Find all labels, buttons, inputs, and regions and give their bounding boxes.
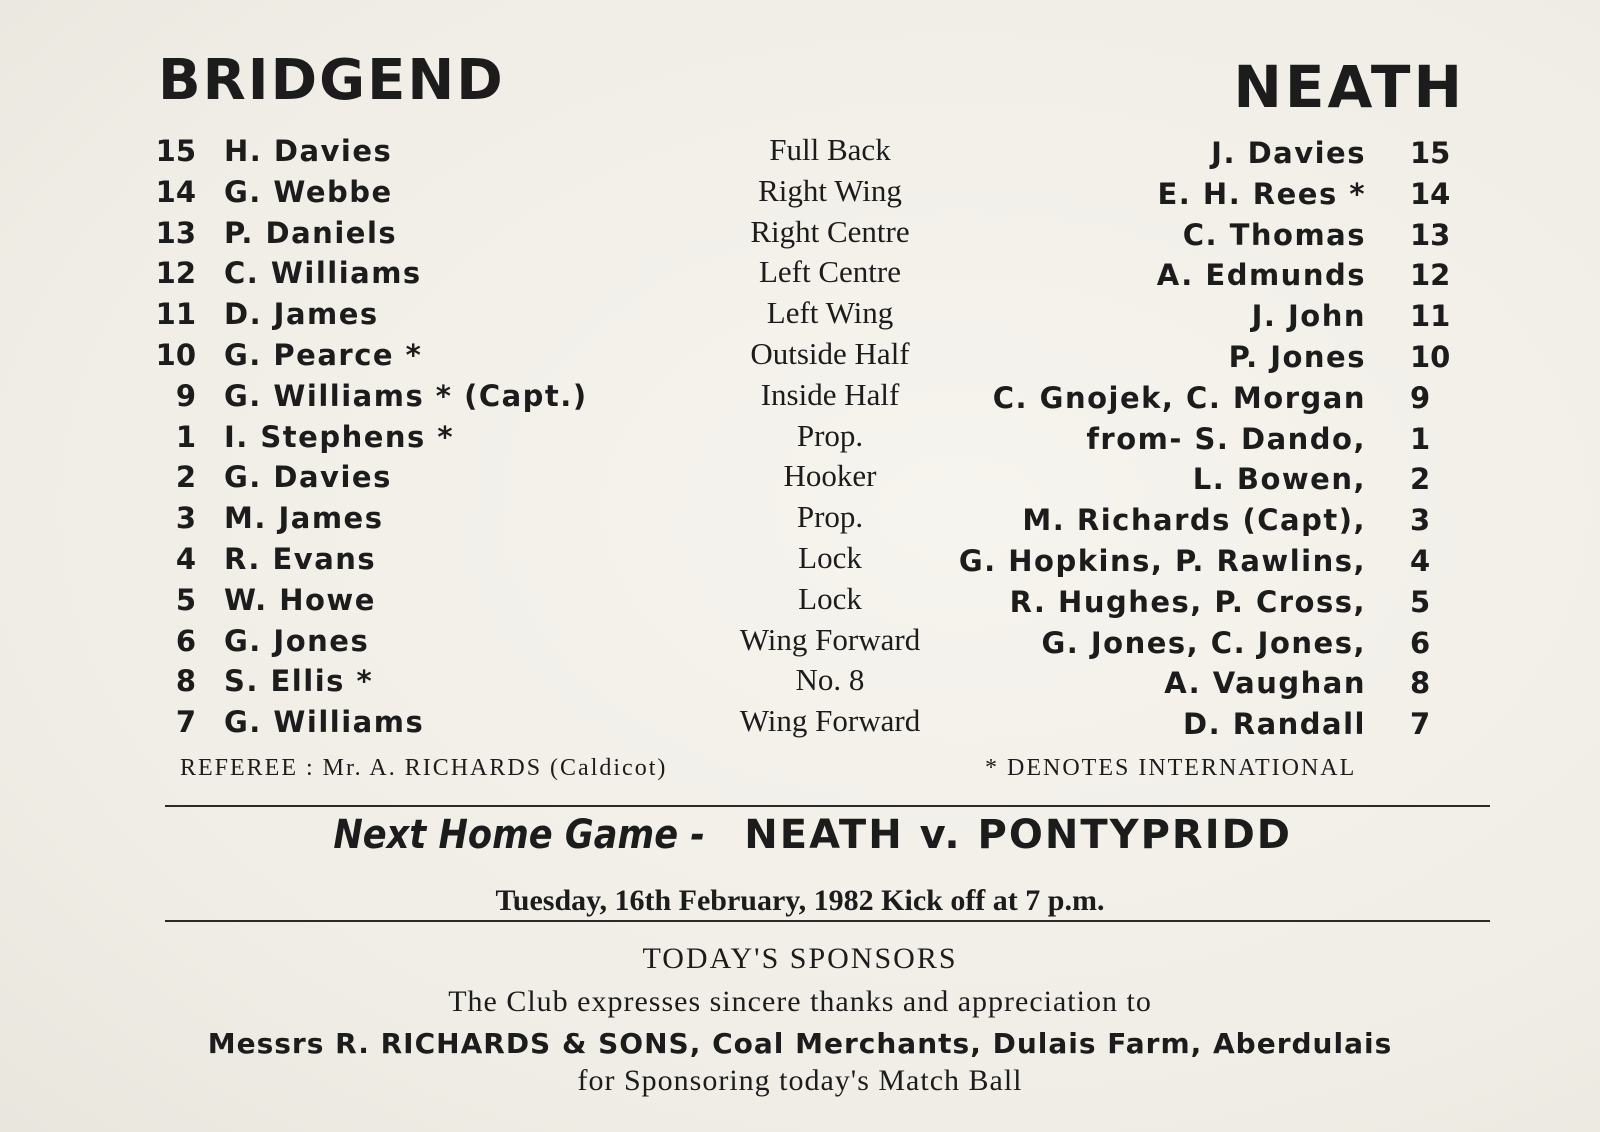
away-player-name: J. John: [1251, 299, 1366, 334]
away-player-number: 2: [1410, 462, 1431, 497]
position-label: Prop.: [796, 499, 864, 535]
home-player-name: C. Williams: [224, 256, 422, 291]
sponsor-purpose: for Sponsoring today's Match Ball: [577, 1064, 1023, 1097]
away-team-heading: NEATH: [1233, 53, 1465, 121]
lineup-row: [0, 579, 1600, 620]
away-player-name: D. Randall: [1183, 707, 1366, 742]
lineup-row: [0, 375, 1600, 416]
home-player-name: G. Williams: [224, 705, 425, 740]
home-player-name: G. Jones: [224, 623, 370, 658]
home-player-number: 1: [175, 419, 196, 454]
home-player-name: W. Howe: [224, 582, 376, 617]
position-label: Lock: [798, 540, 862, 575]
next-game-label: Next Home Game -: [333, 812, 705, 858]
home-player-number: 7: [175, 705, 196, 740]
position-label: Right Wing: [758, 172, 902, 208]
home-player-number: 13: [155, 215, 196, 250]
lineup-row: [0, 130, 1600, 171]
home-player-name: R. Evans: [224, 542, 377, 576]
position-label: No. 8: [795, 662, 865, 698]
lineup-row: [0, 171, 1600, 212]
away-player-number: 9: [1410, 380, 1431, 415]
home-player-number: 12: [155, 256, 196, 291]
lineup-row: [0, 660, 1600, 701]
position-label: Full Back: [769, 132, 891, 167]
away-player-number: 7: [1410, 707, 1431, 742]
lineup-row: [0, 701, 1600, 742]
position-label: Outside Half: [750, 336, 910, 371]
position-label: Left Wing: [766, 295, 894, 331]
position-label: Right Centre: [750, 213, 910, 249]
home-player-number: 8: [175, 664, 196, 699]
away-player-name: E. H. Rees *: [1157, 176, 1366, 211]
home-player-name: G. Webbe: [224, 174, 393, 209]
next-game-date: Tuesday, 16th February, 1982 Kick off at 7 p.m.: [495, 884, 1105, 917]
home-player-name: M. James: [224, 501, 384, 536]
divider-bottom: [165, 920, 1490, 922]
away-player-number: 13: [1410, 217, 1451, 252]
position-label: Hooker: [783, 458, 877, 494]
referee-line: REFEREE : Mr. A. RICHARDS (Caldicot): [180, 755, 668, 781]
home-player-name: G. Davies: [224, 460, 392, 495]
away-player-number: 5: [1410, 584, 1431, 619]
away-player-number: 3: [1410, 503, 1431, 538]
home-player-name: D. James: [224, 297, 379, 332]
away-player-number: 8: [1410, 666, 1431, 701]
home-player-name: G. Williams * (Capt.): [224, 378, 588, 413]
home-player-number: 6: [175, 623, 196, 658]
home-player-number: 4: [175, 542, 196, 576]
away-player-name: G. Hopkins, P. Rawlins,: [958, 544, 1366, 578]
home-player-number: 5: [175, 582, 196, 617]
away-player-name: J. Davies: [1211, 136, 1366, 170]
home-player-name: P. Daniels: [224, 215, 398, 250]
position-label: Inside Half: [760, 376, 900, 412]
away-player-name: P. Jones: [1228, 340, 1366, 374]
home-player-name: H. Davies: [224, 134, 393, 168]
home-player-name: G. Pearce *: [224, 338, 423, 372]
lineup-row: [0, 416, 1600, 457]
divider-top: [165, 805, 1490, 807]
home-team-heading: BRIDGEND: [158, 48, 505, 113]
home-player-number: 3: [175, 501, 196, 536]
away-player-number: 1: [1410, 421, 1431, 456]
away-player-number: 14: [1410, 176, 1451, 211]
position-label: Wing Forward: [739, 703, 921, 739]
position-label: Wing Forward: [739, 621, 921, 657]
away-player-name: G. Jones, C. Jones,: [1041, 625, 1366, 660]
lineup-row: [0, 620, 1600, 661]
away-player-name: from- S. Dando,: [1086, 421, 1366, 456]
lineup-row: [0, 456, 1600, 497]
next-home-game: [0, 812, 1600, 858]
lineup-row: [0, 334, 1600, 375]
home-player-number: 15: [155, 134, 196, 168]
lineup-row: [0, 538, 1600, 579]
sponsors-title: TODAY'S SPONSORS: [642, 942, 958, 975]
away-player-number: 4: [1410, 544, 1431, 578]
position-label: Prop.: [796, 417, 864, 453]
away-player-name: L. Bowen,: [1192, 462, 1366, 497]
home-player-number: 11: [155, 297, 196, 332]
home-player-number: 10: [155, 338, 196, 372]
position-label: Lock: [798, 580, 862, 616]
away-player-number: 11: [1410, 299, 1451, 334]
home-player-number: 2: [175, 460, 196, 495]
position-label: Left Centre: [758, 254, 901, 290]
next-game-match: NEATH v. PONTYPRIDD: [744, 812, 1293, 858]
away-player-name: C. Thomas: [1182, 217, 1366, 252]
lineup-row: [0, 252, 1600, 293]
away-player-name: C. Gnojek, C. Morgan: [992, 380, 1366, 415]
away-player-name: M. Richards (Capt),: [1022, 503, 1366, 538]
sponsors-thanks: The Club expresses sincere thanks and appreciation to: [448, 985, 1152, 1018]
sponsor-name: Messrs R. RICHARDS & SONS, Coal Merchants, Dulais Farm, Aberdulais: [207, 1027, 1393, 1060]
away-player-name: A. Vaughan: [1164, 666, 1366, 701]
away-player-number: 10: [1410, 340, 1451, 374]
away-player-number: 6: [1410, 625, 1431, 660]
home-player-name: S. Ellis *: [224, 664, 374, 699]
away-player-number: 15: [1410, 136, 1451, 170]
away-player-name: A. Edmunds: [1156, 258, 1366, 293]
home-player-number: 14: [155, 174, 196, 209]
lineup-row: [0, 212, 1600, 253]
lineup-row: [0, 497, 1600, 538]
home-player-number: 9: [175, 378, 196, 413]
away-player-number: 12: [1410, 258, 1451, 293]
international-note: * DENOTES INTERNATIONAL: [985, 755, 1357, 781]
lineup-row: [0, 293, 1600, 334]
away-player-name: R. Hughes, P. Cross,: [1009, 584, 1366, 619]
home-player-name: I. Stephens *: [224, 419, 455, 454]
